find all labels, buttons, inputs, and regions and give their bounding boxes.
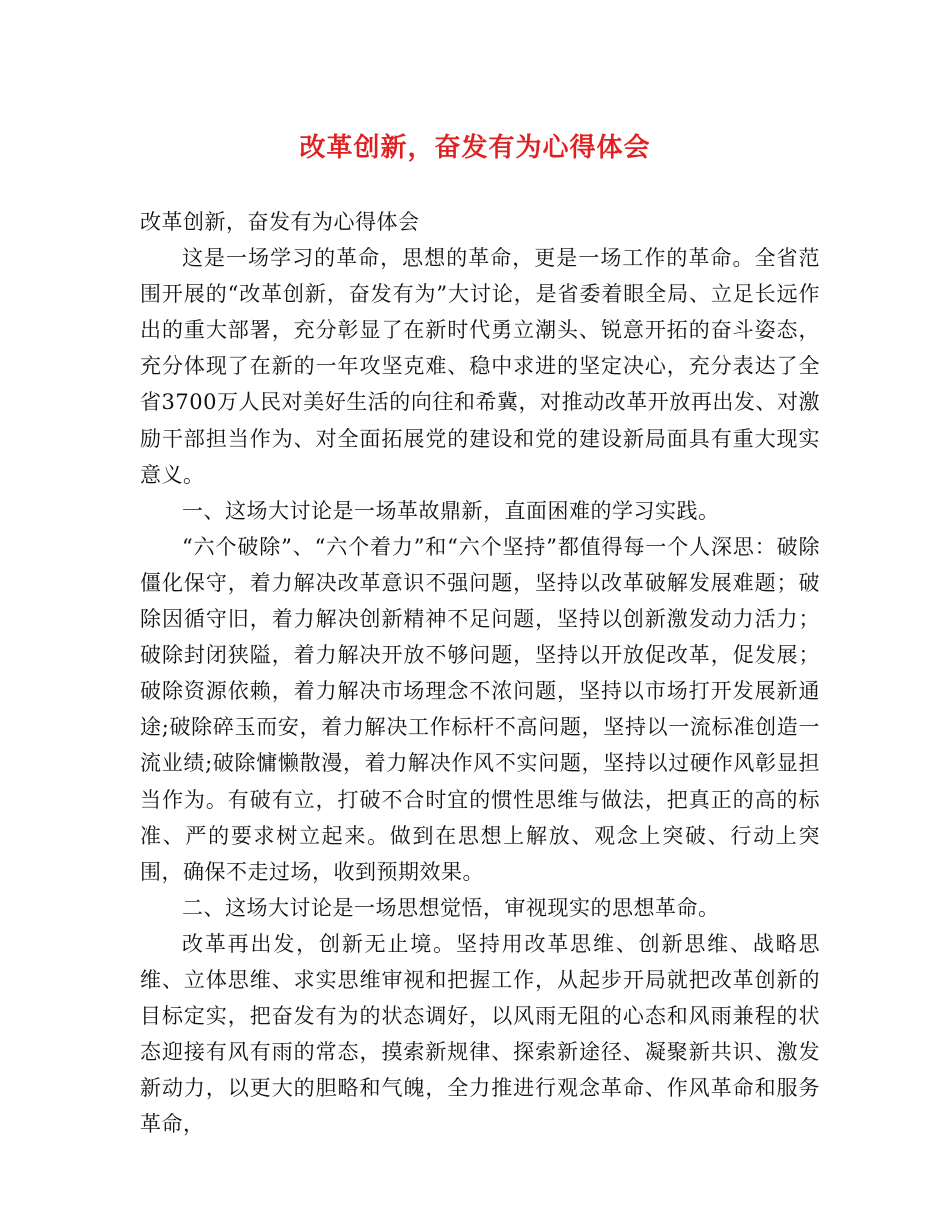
section-heading: 一、这场大讨论是一场革故鼎新，直面困难的学习实践。 bbox=[182, 498, 720, 523]
section-heading: 二、这场大讨论是一场思想觉悟，审视现实的思想革命。 bbox=[182, 895, 720, 920]
document-body bbox=[140, 204, 820, 1142]
paragraph: 改革再出发，创新无止境。坚持用改革思维、创新思维、战略思维、立体思维、求实思维审视和把握工作，从起步开局就把改革创新的目标定实，把奋发有为的状态调好，以风雨无阻的心态和风雨兼程的状态迎接有风有雨的常态，摸索新规律、探索新途径、凝聚新共识、激发新动力，以更大的胆略和气魄，全力推进行观念革命、作风革命和服务革命， bbox=[140, 931, 820, 1137]
paragraph: 这是一场学习的革命，思想的革命，更是一场工作的革命。全省范围开展的“改革创新，奋发有为”大讨论，是省委着眼全局、立足长远作出的重大部署，充分彰显了在新时代勇立潮头、锐意开拓的奋斗姿态，充分体现了在新的一年攻坚克难、稳中求进的坚定决心，充分表达了全省3700万人民对美好生活的向往和希冀，对推动改革开放再出发、对激励干部担当作为、对全面拓展党的建设和党的建设新局面具有重大现实意义。 bbox=[140, 246, 820, 487]
document-subtitle: 改革创新，奋发有为心得体会 bbox=[140, 210, 420, 234]
paragraph: “六个破除”、“六个着力”和“六个坚持”都值得每一个人深思：破除僵化保守，着力解决改革意识不强问题，坚持以改革破解发展难题；破除因循守旧，着力解决创新精神不足问题，坚持以创新激发动力活力；破除封闭狭隘，着力解决开放不够问题，坚持以开放促改革，促发展；破除资源依赖，着力解决市场理念不浓问题，坚持以市场打开发展新通途;破除碎玉而安，着力解决工作标杆不高问题，坚持以一流标准创造一流业绩;破除慵懒散漫，着力解决作风不实问题，坚持以过硬作风彰显担当作为。有破有立，打破不合时宜的惯性思维与做法，把真正的高的标准、严的要求树立起来。做到在思想上解放、观念上突破、行动上突围，确保不走过场，收到预期效果。 bbox=[140, 534, 820, 884]
document-title: 改革创新，奋发有为心得体会 bbox=[299, 133, 651, 163]
